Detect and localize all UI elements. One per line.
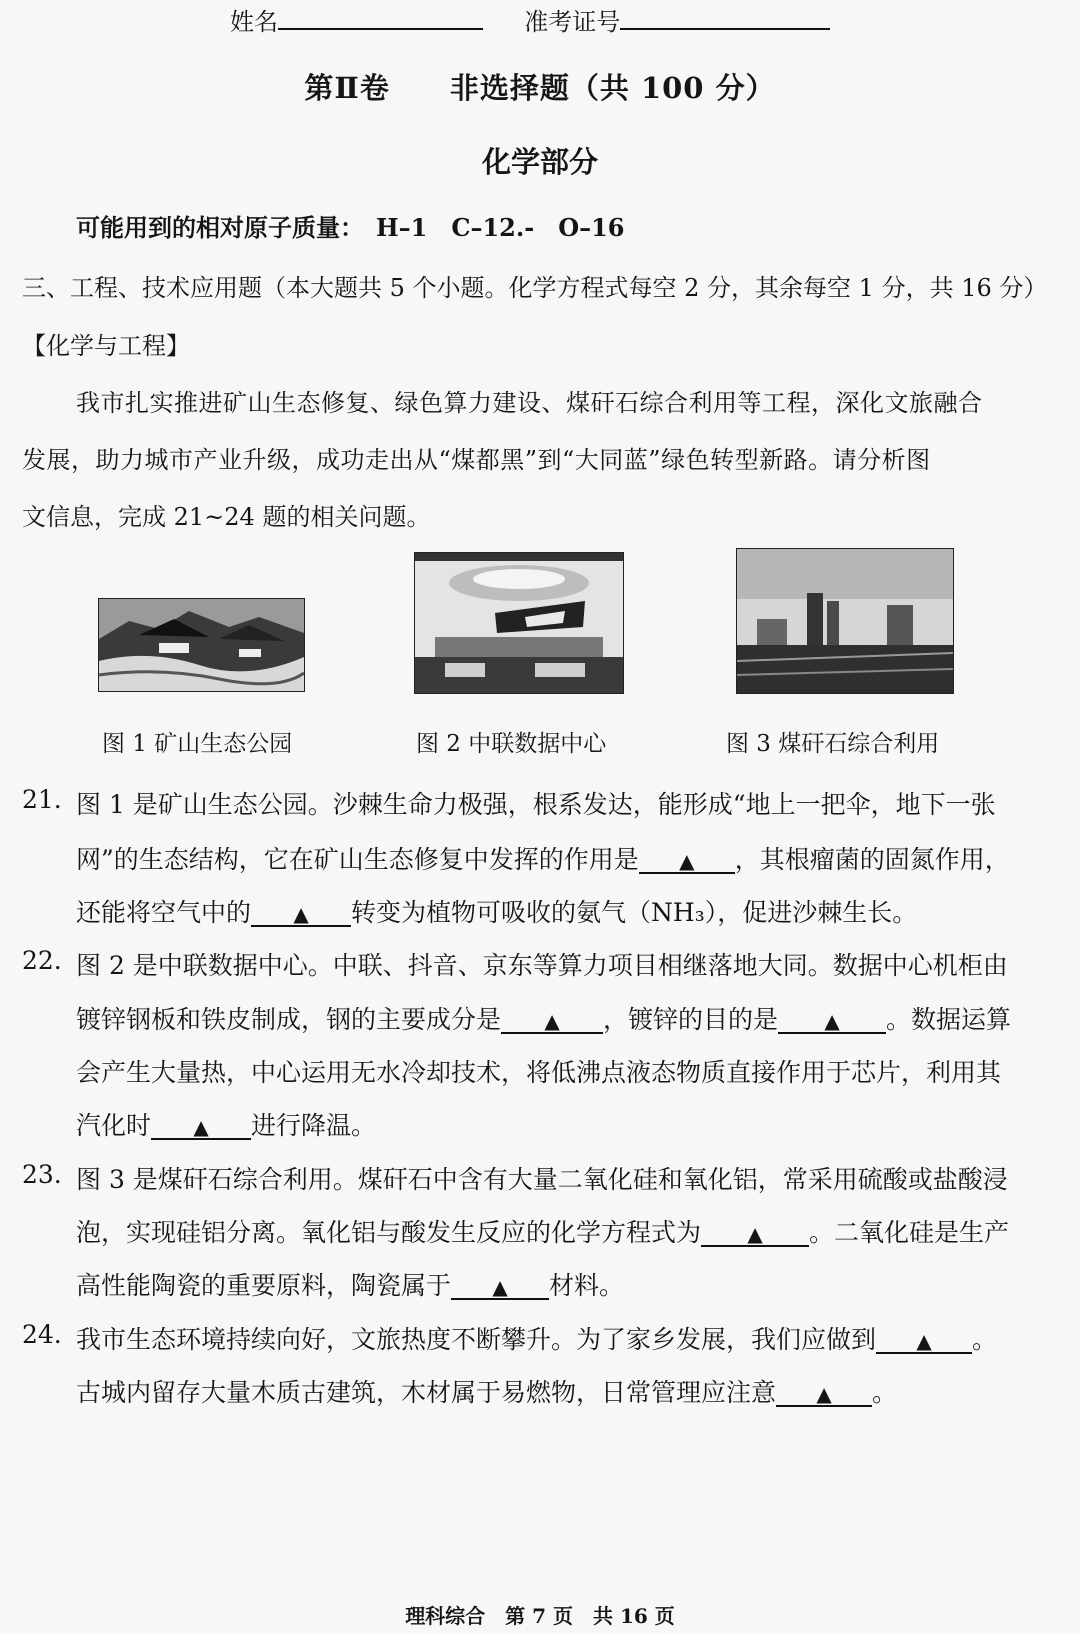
- q24-line-2: [76, 1373, 897, 1409]
- figure-2-data-center-image: [414, 552, 624, 694]
- figure-1-caption: 图 1 矿山生态公园: [102, 731, 293, 757]
- q23-line-3: [76, 1266, 624, 1302]
- name-blank[interactable]: [278, 8, 483, 30]
- student-info-row: [230, 2, 830, 37]
- q22-answer-blank-3[interactable]: [151, 1113, 251, 1140]
- q23-answer-blank-2[interactable]: [451, 1273, 549, 1300]
- figure-1-mine-park-image: [98, 598, 305, 692]
- intro-line-3: 文信息，完成 21~24 题的相关问题。: [22, 503, 431, 531]
- q23-text-2b: 。二氧化硅是生产: [809, 1218, 1010, 1247]
- q22-line-4: [76, 1106, 376, 1142]
- q21-answer-blank-2[interactable]: [251, 900, 351, 927]
- blank-marker: ▲: [824, 1009, 840, 1033]
- q21-line-3: [76, 893, 917, 929]
- section-subtitle: 化学部分: [481, 145, 598, 179]
- figure-2-caption: 图 2 中联数据中心: [416, 731, 607, 757]
- exam-number-label: 准考证号: [524, 8, 621, 36]
- q24-text-1b: 。: [972, 1325, 998, 1354]
- blank-marker: ▲: [816, 1382, 832, 1406]
- figure-3-coal-gangue-image: [736, 548, 954, 694]
- blank-marker: ▲: [193, 1115, 209, 1139]
- page-footer: 理科综合 第 7 页 共 16 页: [405, 1604, 675, 1628]
- q21-text-3b: 转变为植物可吸收的氨气（NH₃），促进沙棘生长。: [351, 898, 918, 927]
- q23-text-2a: 泡，实现硅铝分离。氧化铝与酸发生反应的化学方程式为: [76, 1218, 702, 1247]
- atomic-mass-note: 可能用到的相对原子质量： H–1 C–12.- O–16: [76, 213, 625, 242]
- q21-text-2b: ，其根瘤菌的固氮作用，: [734, 845, 1010, 874]
- blank-marker: ▲: [747, 1222, 763, 1246]
- q22-text-4b: 进行降温。: [251, 1111, 377, 1140]
- q23-line-2: [76, 1213, 1009, 1249]
- paper-title: 第Ⅱ卷 非选择题（共 100 分）: [304, 71, 776, 105]
- intro-line-2: 发展，助力城市产业升级，成功走出从“煤都黑”到“大同蓝”绿色转型新路。请分析图: [22, 446, 931, 474]
- q22-line-1: 图 2 是中联数据中心。中联、抖音、京东等算力项目相继落地大同。数据中心机柜由: [76, 951, 1008, 980]
- topic-heading: 【化学与工程】: [22, 332, 190, 360]
- q23-line-1: 图 3 是煤矸石综合利用。煤矸石中含有大量二氧化硅和氧化铝，常采用硫酸或盐酸浸: [76, 1165, 1008, 1194]
- figure-3-caption: 图 3 煤矸石综合利用: [726, 731, 940, 757]
- q24-number: 24.: [22, 1320, 62, 1349]
- blank-marker: ▲: [293, 902, 309, 926]
- q24-line-1: [76, 1320, 997, 1356]
- exam-number-blank[interactable]: [620, 8, 830, 30]
- blank-marker: ▲: [544, 1009, 560, 1033]
- name-label: 姓名: [230, 8, 278, 36]
- section-heading: 三、工程、技术应用题（本大题共 5 个小题。化学方程式每空 2 分，其余每空 1 分，共 16 分）: [22, 274, 1048, 302]
- q23-number: 23.: [22, 1160, 62, 1189]
- q24-text-1a: 我市生态环境持续向好，文旅热度不断攀升。为了家乡发展，我们应做到: [76, 1325, 877, 1354]
- q24-answer-blank-1[interactable]: [876, 1327, 972, 1354]
- q24-text-2a: 古城内留存大量木质古建筑，木材属于易燃物，日常管理应注意: [76, 1378, 777, 1407]
- q22-line-2: [76, 1000, 1011, 1036]
- blank-marker: ▲: [679, 849, 695, 873]
- q21-line-1: 图 1 是矿山生态公园。沙棘生命力极强，根系发达，能形成“地上一把伞，地下一张: [76, 790, 996, 819]
- q23-text-3b: 材料。: [549, 1271, 625, 1300]
- q22-text-2c: 。数据运算: [886, 1005, 1012, 1034]
- q23-text-3a: 高性能陶瓷的重要原料，陶瓷属于: [76, 1271, 452, 1300]
- q23-answer-blank-1[interactable]: [701, 1220, 809, 1247]
- q21-line-2: [76, 840, 1010, 876]
- blank-marker: ▲: [492, 1275, 508, 1299]
- q24-text-2b: 。: [872, 1378, 898, 1407]
- q21-number: 21.: [22, 785, 62, 814]
- q22-text-4a: 汽化时: [76, 1111, 152, 1140]
- q24-answer-blank-2[interactable]: [776, 1380, 872, 1407]
- intro-line-1: 我市扎实推进矿山生态修复、绿色算力建设、煤矸石综合利用等工程，深化文旅融合: [76, 389, 983, 417]
- q22-line-3: 会产生大量热，中心运用无水冷却技术，将低沸点液态物质直接作用于芯片，利用其: [76, 1058, 1002, 1087]
- q22-text-2a: 镀锌钢板和铁皮制成，钢的主要成分是: [76, 1005, 502, 1034]
- q21-text-3a: 还能将空气中的: [76, 898, 252, 927]
- q21-answer-blank-1[interactable]: [639, 847, 735, 874]
- q21-text-2a: 网”的生态结构，它在矿山生态修复中发挥的作用是: [76, 845, 639, 874]
- q22-text-2b: ，镀锌的目的是: [603, 1005, 779, 1034]
- q22-answer-blank-2[interactable]: [778, 1007, 886, 1034]
- q22-answer-blank-1[interactable]: [501, 1007, 603, 1034]
- blank-marker: ▲: [916, 1329, 932, 1353]
- q22-number: 22.: [22, 946, 62, 975]
